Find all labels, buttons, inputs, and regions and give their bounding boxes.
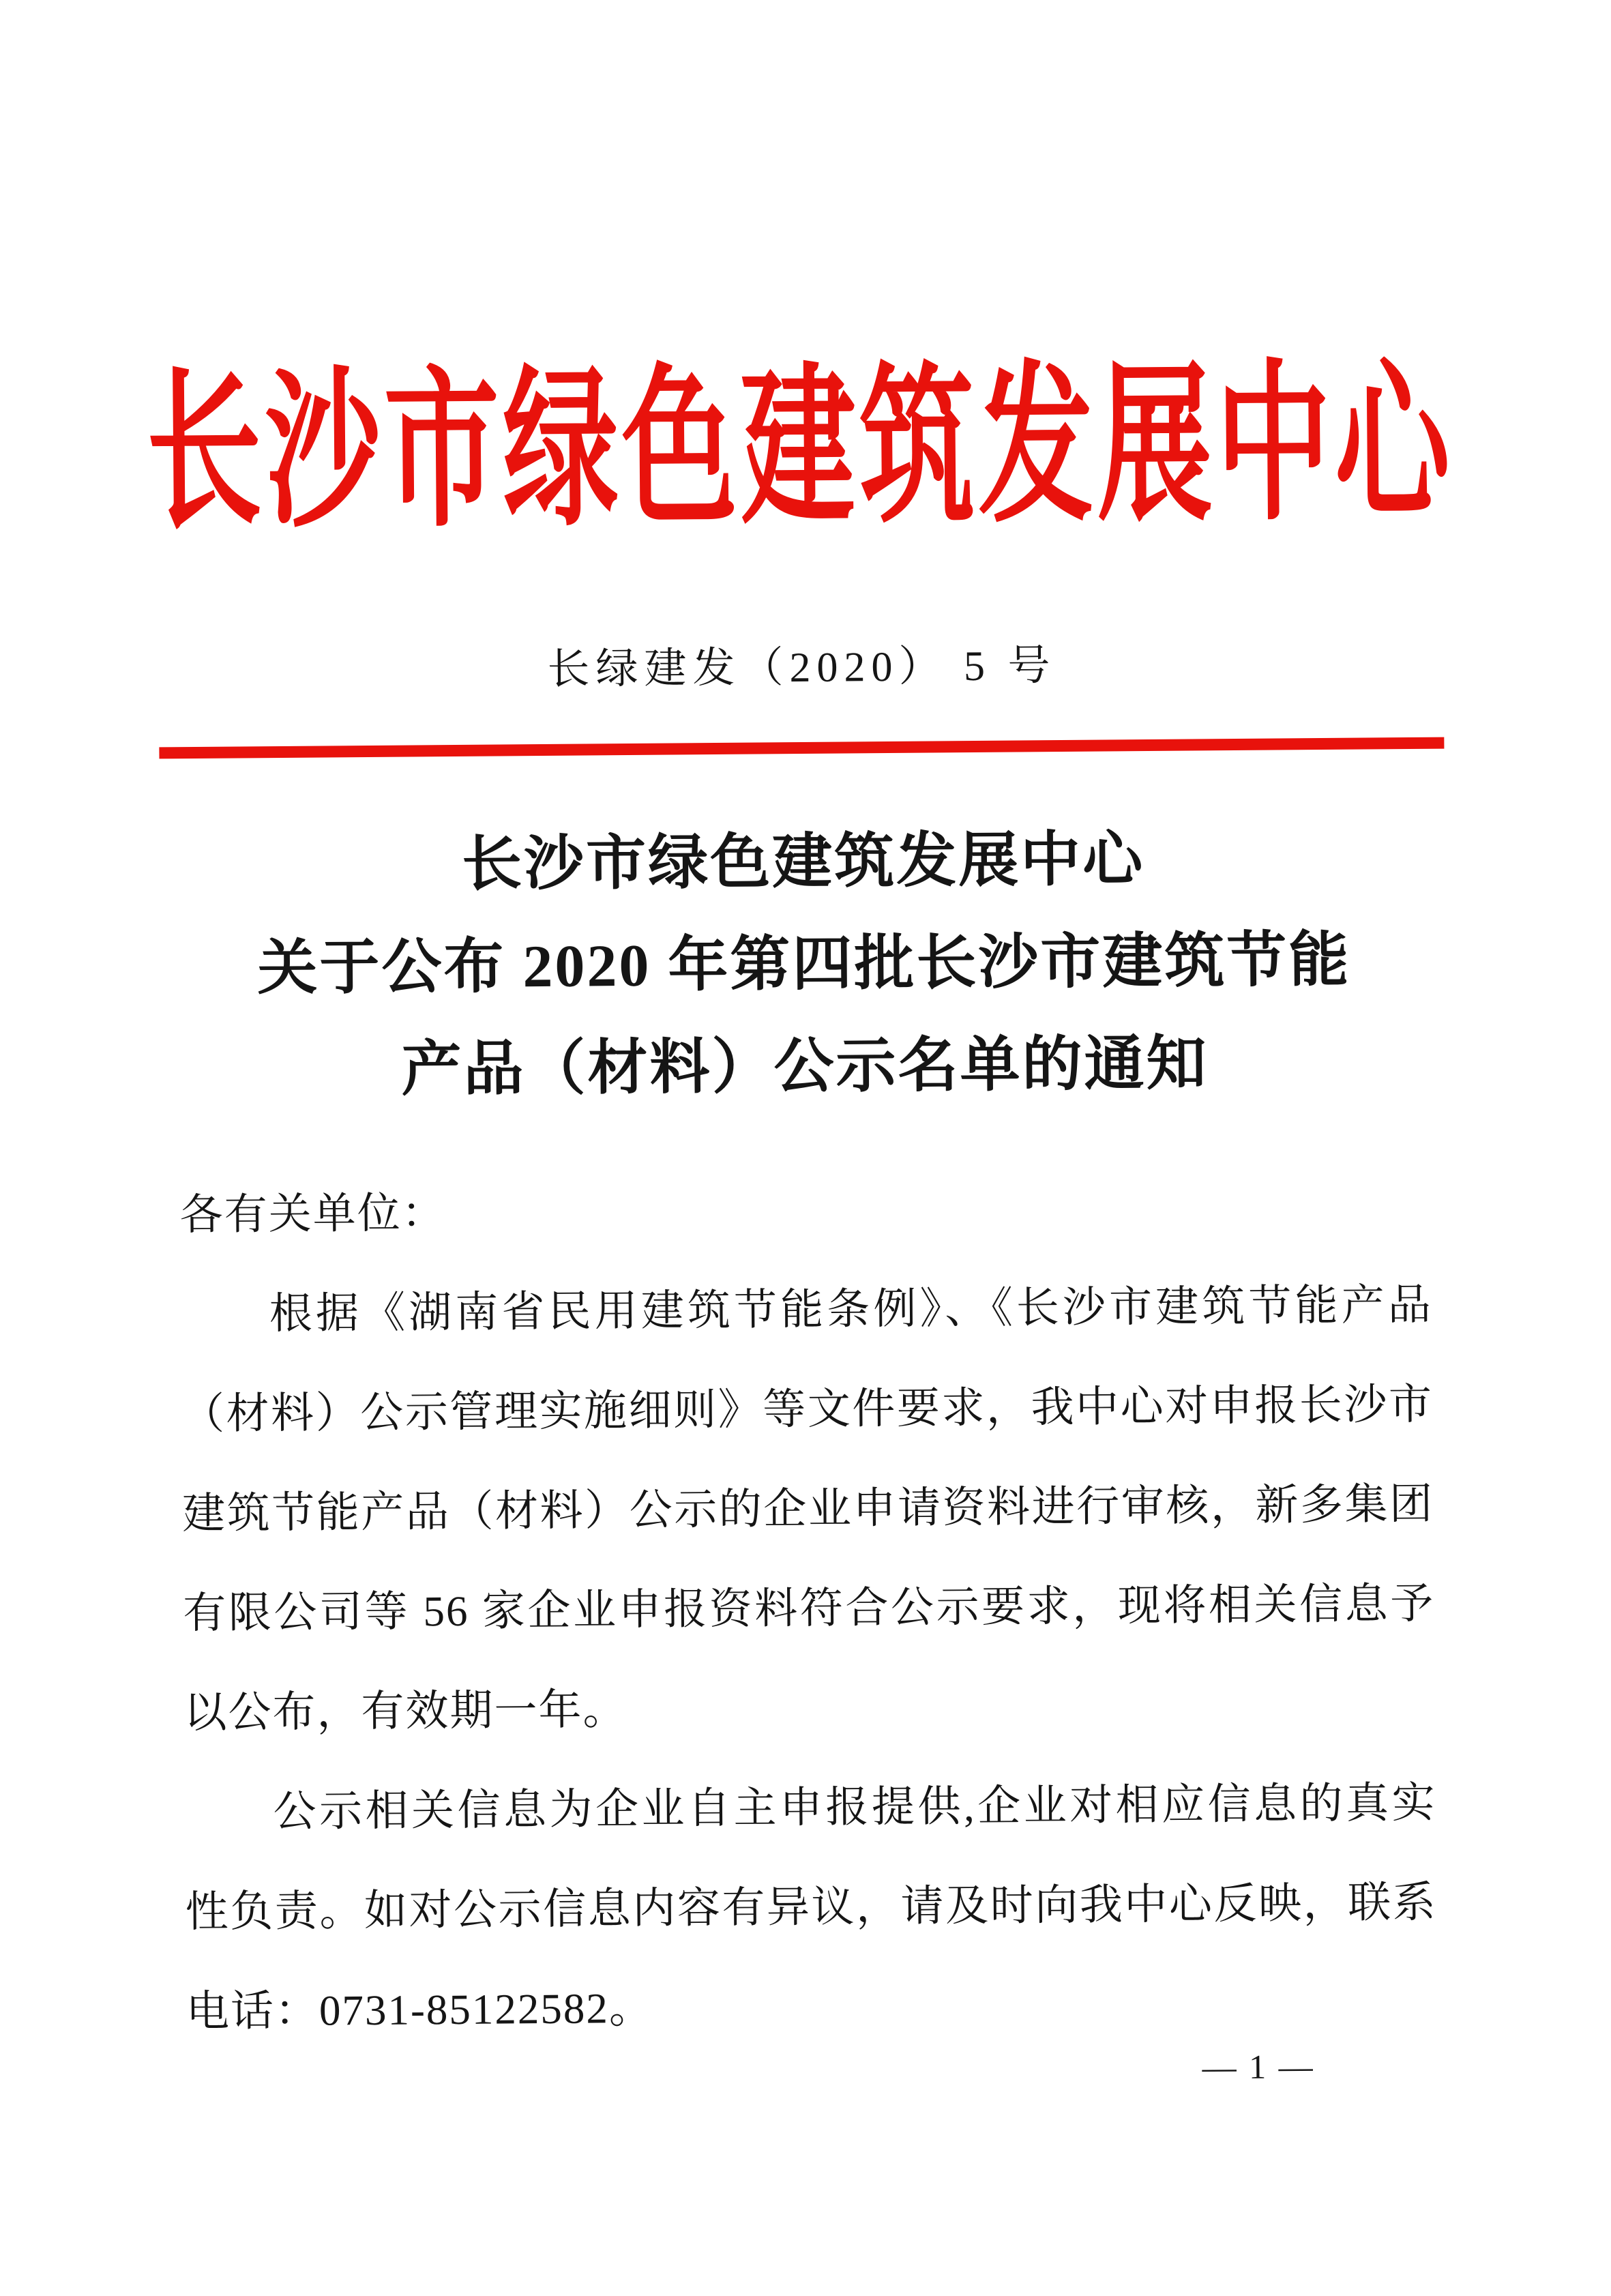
org-title: 长沙市绿色建筑发展中心 bbox=[145, 348, 1455, 550]
notice-title-line: 关于公布 2020 年第四批长沙市建筑节能 bbox=[257, 927, 1351, 1003]
notice-title-line: 产品（材料）公示名单的通知 bbox=[401, 1031, 1209, 1104]
body-line: 电话：0731-85122582。 bbox=[186, 1984, 654, 2036]
body-line: 有限公司等 56 家企业申报资料符合公示要求，现将相关信息予 bbox=[183, 1579, 1435, 1638]
body-line: 性负责。如对公示信息内容有异议，请及时向我中心反映，联系 bbox=[185, 1878, 1437, 1937]
letterhead bbox=[0, 349, 1606, 550]
body-line: 以公布，有效期一年。 bbox=[183, 1686, 627, 1737]
body-line: 根据《湖南省民用建筑节能条例》、《长沙市建筑节能产品 bbox=[269, 1280, 1433, 1338]
page-number: — 1 — bbox=[1202, 2047, 1315, 2087]
body-line: （材料）公示管理实施细则》等文件要求，我中心对申报长沙市 bbox=[181, 1380, 1434, 1439]
body-line: 公示相关信息为企业自主申报提供,企业对相应信息的真实 bbox=[273, 1778, 1436, 1836]
salutation-line: 各有关单位： bbox=[179, 1189, 447, 1239]
notice-title bbox=[79, 806, 1528, 1125]
body-line: 建筑节能产品（材料）公示的企业申请资料进行审核，新多集团 bbox=[181, 1480, 1434, 1538]
notice-title-line: 长沙市绿色建筑发展中心 bbox=[461, 827, 1145, 898]
red-divider-line bbox=[159, 737, 1444, 759]
doc-number: 长绿建发（2020） 5 号 bbox=[547, 643, 1056, 693]
notice-body bbox=[179, 1156, 1438, 2061]
